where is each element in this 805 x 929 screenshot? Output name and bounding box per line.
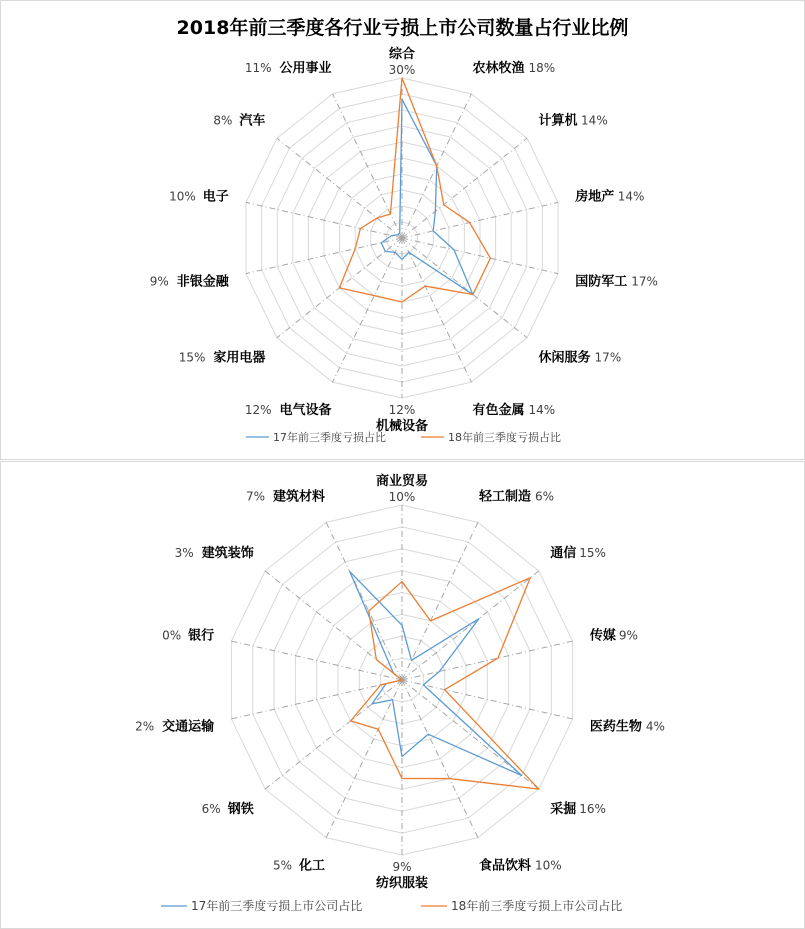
value-label: 8%	[213, 113, 233, 128]
legend-label: 17年前三季度亏损占比	[273, 431, 386, 444]
radar-chart-1	[1, 1, 804, 459]
legend-label: 17年前三季度亏损上市公司占比	[191, 899, 363, 913]
chart-title: 2018年前三季度各行业亏损上市公司数量占行业比例	[176, 17, 629, 39]
value-label: 6%	[534, 489, 554, 504]
radar-chart-2	[1, 462, 804, 928]
radar-chart-panel-1	[0, 0, 805, 460]
category-label: 通信	[550, 546, 577, 562]
value-label: 10%	[534, 858, 562, 873]
value-label: 11%	[244, 60, 272, 75]
value-label: 17%	[594, 350, 622, 365]
category-label: 机械设备	[375, 419, 429, 434]
category-label: 医药生物	[589, 719, 642, 735]
value-label: 15%	[579, 546, 606, 561]
spoke-line	[326, 680, 402, 838]
category-label: 家用电器	[213, 350, 266, 366]
category-label: 休闲服务	[538, 350, 591, 366]
category-label: 化工	[299, 858, 326, 874]
value-label: 9%	[618, 628, 638, 643]
value-label: 0%	[162, 628, 182, 643]
category-label: 商业贸易	[375, 474, 429, 489]
category-label: 银行	[188, 628, 215, 644]
legend-item-1	[161, 898, 362, 913]
value-label: 3%	[174, 546, 194, 561]
category-label: 轻工制造	[478, 489, 531, 505]
value-label: 2%	[135, 719, 155, 734]
category-label: 计算机	[538, 113, 578, 129]
legend-label: 18年前三季度亏损占比	[448, 431, 561, 444]
category-label: 房地产	[575, 189, 615, 205]
category-label: 非银金融	[176, 274, 229, 290]
value-label: 10%	[388, 490, 416, 504]
value-label: 10%	[169, 189, 196, 204]
value-label: 7%	[246, 489, 266, 504]
radar-chart-panel-2	[0, 461, 805, 929]
category-label: 食品饮料	[478, 858, 531, 874]
category-label: 电子	[202, 189, 229, 205]
value-label: 5%	[273, 858, 293, 873]
value-label: 12%	[244, 403, 272, 418]
value-label: 9%	[392, 860, 412, 874]
spoke-line	[402, 680, 478, 838]
series-line-1	[381, 99, 473, 294]
value-label: 16%	[579, 801, 606, 816]
value-label: 14%	[528, 403, 556, 418]
value-label: 12%	[388, 403, 416, 417]
category-label: 国防军工	[575, 274, 628, 290]
category-label: 建筑材料	[273, 489, 326, 505]
category-label: 有色金属	[472, 403, 525, 419]
value-label: 15%	[178, 350, 206, 365]
category-label: 建筑装饰	[201, 546, 254, 562]
category-label: 综合	[388, 47, 416, 62]
value-label: 9%	[149, 274, 169, 289]
spoke-line	[402, 522, 478, 680]
value-label: 17%	[631, 274, 658, 289]
value-label: 14%	[581, 113, 608, 128]
value-label: 30%	[388, 63, 416, 77]
legend-item-1	[246, 430, 386, 444]
legend-item-2	[421, 430, 561, 444]
value-label: 14%	[617, 189, 645, 204]
category-label: 农林牧渔	[472, 60, 525, 76]
category-label: 公用事业	[279, 60, 332, 76]
category-label: 电气设备	[279, 403, 332, 419]
category-label: 汽车	[239, 113, 266, 129]
category-label: 交通运输	[162, 719, 215, 735]
legend-item-2	[421, 898, 622, 913]
value-label: 18%	[528, 60, 556, 75]
legend-label: 18年前三季度亏损上市公司占比	[451, 899, 623, 913]
category-label: 采掘	[550, 801, 577, 817]
value-label: 6%	[201, 801, 221, 816]
category-label: 钢铁	[227, 801, 254, 817]
category-label: 纺织服装	[375, 876, 429, 891]
spoke-line	[326, 522, 402, 680]
value-label: 4%	[645, 719, 665, 734]
category-label: 传媒	[589, 628, 616, 644]
